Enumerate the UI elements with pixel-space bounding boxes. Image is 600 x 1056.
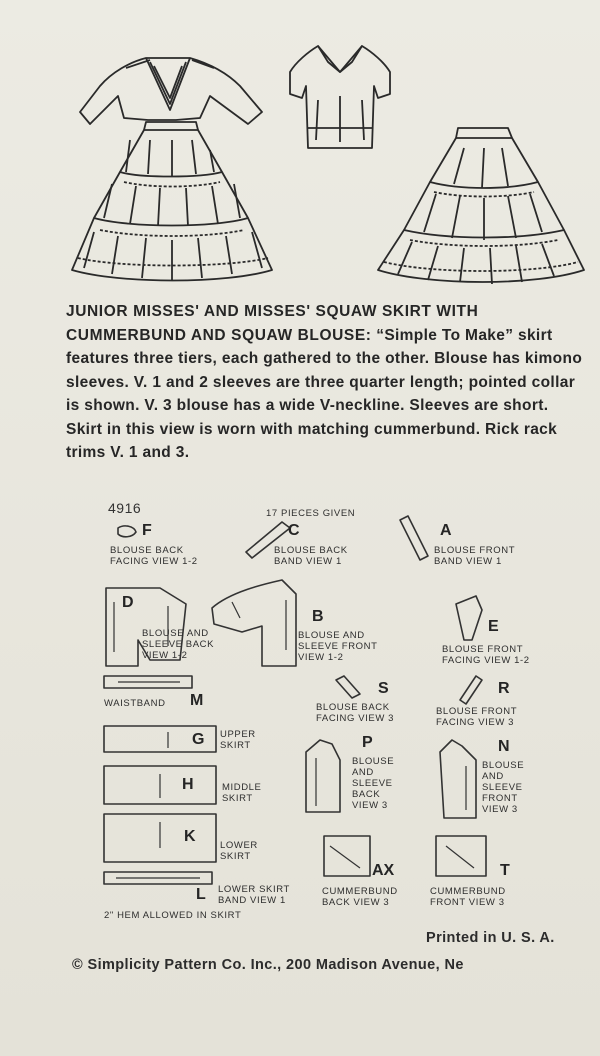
piece-f-label: BLOUSE BACK FACING VIEW 1-2	[110, 545, 198, 567]
piece-c-letter: C	[288, 522, 300, 539]
piece-h-letter: H	[182, 776, 194, 793]
piece-s-letter: S	[378, 680, 389, 697]
piece-t-label: CUMMERBUND FRONT VIEW 3	[430, 886, 506, 908]
piece-ax-letter: AX	[372, 862, 395, 879]
piece-a-letter: A	[440, 522, 452, 539]
description-heading: JUNIOR MISSES' AND MISSES' SQUAW SKIRT WITH CUMMERBUND AND SQUAW BLOUSE:	[66, 303, 479, 344]
piece-h-label: MIDDLE SKIRT	[222, 782, 262, 804]
piece-e-label: BLOUSE FRONT FACING VIEW 1-2	[442, 644, 530, 666]
pieces-given-count: 17 PIECES GIVEN	[266, 508, 356, 519]
piece-b-letter: B	[312, 608, 324, 625]
piece-a-shape	[400, 516, 428, 560]
piece-b-shape	[212, 580, 296, 666]
piece-k-letter: K	[184, 828, 196, 845]
piece-ax-label: CUMMERBUND BACK VIEW 3	[322, 886, 398, 908]
copyright-line: © Simplicity Pattern Co. Inc., 200 Madison Avenue, Ne	[72, 957, 464, 973]
piece-f-letter: F	[142, 522, 152, 539]
piece-d-label: BLOUSE AND SLEEVE BACK VIEW 1-2	[142, 628, 215, 661]
piece-r-label: BLOUSE FRONT FACING VIEW 3	[436, 706, 518, 728]
hem-allowance-note: 2" HEM ALLOWED IN SKIRT	[104, 910, 242, 921]
piece-n-letter: N	[498, 738, 510, 755]
piece-s-shape	[336, 676, 360, 698]
piece-m-label: WAISTBAND	[104, 698, 166, 709]
piece-s-label: BLOUSE BACK FACING VIEW 3	[316, 702, 395, 724]
piece-f-shape	[118, 526, 136, 537]
pattern-number: 4916	[108, 500, 142, 516]
piece-a-label: BLOUSE FRONT BAND VIEW 1	[434, 545, 516, 567]
piece-r-letter: R	[498, 680, 510, 697]
piece-t-shape	[436, 836, 486, 876]
piece-t-letter: T	[500, 862, 510, 879]
piece-p-letter: P	[362, 734, 373, 751]
piece-e-letter: E	[488, 618, 499, 635]
piece-l-label: LOWER SKIRT BAND VIEW 1	[218, 884, 290, 906]
piece-r-shape	[460, 676, 482, 704]
piece-g-letter: G	[192, 731, 205, 748]
piece-d-letter: D	[122, 594, 134, 611]
piece-b-label: BLOUSE AND SLEEVE FRONT VIEW 1-2	[298, 630, 378, 663]
piece-p-shape	[306, 740, 340, 812]
description-body: “Simple To Make” skirt features three tiers, each gathered to the other. Blouse has kimono sleeves. V. 1 and 2 sleeves are three quarter length; pointed collar is shown. V. 3 blouse has a wide V-neckline. Sleeves are short. Skirt in this view is worn with matching cummerbund. Rick rack trims V. 1 and 3.	[66, 326, 583, 461]
piece-n-label: BLOUSE AND SLEEVE FRONT VIEW 3	[482, 760, 525, 815]
piece-p-label: BLOUSE AND SLEEVE BACK VIEW 3	[352, 756, 395, 811]
piece-k-label: LOWER SKIRT	[220, 840, 258, 862]
printed-in-usa: Printed in U. S. A.	[426, 930, 555, 946]
piece-n-shape	[440, 740, 476, 818]
piece-ax-shape	[324, 836, 370, 876]
piece-m-letter: M	[190, 692, 204, 709]
piece-g-label: UPPER SKIRT	[220, 729, 256, 751]
piece-e-shape	[456, 596, 482, 640]
piece-l-letter: L	[196, 886, 206, 903]
piece-c-label: BLOUSE BACK BAND VIEW 1	[274, 545, 348, 567]
